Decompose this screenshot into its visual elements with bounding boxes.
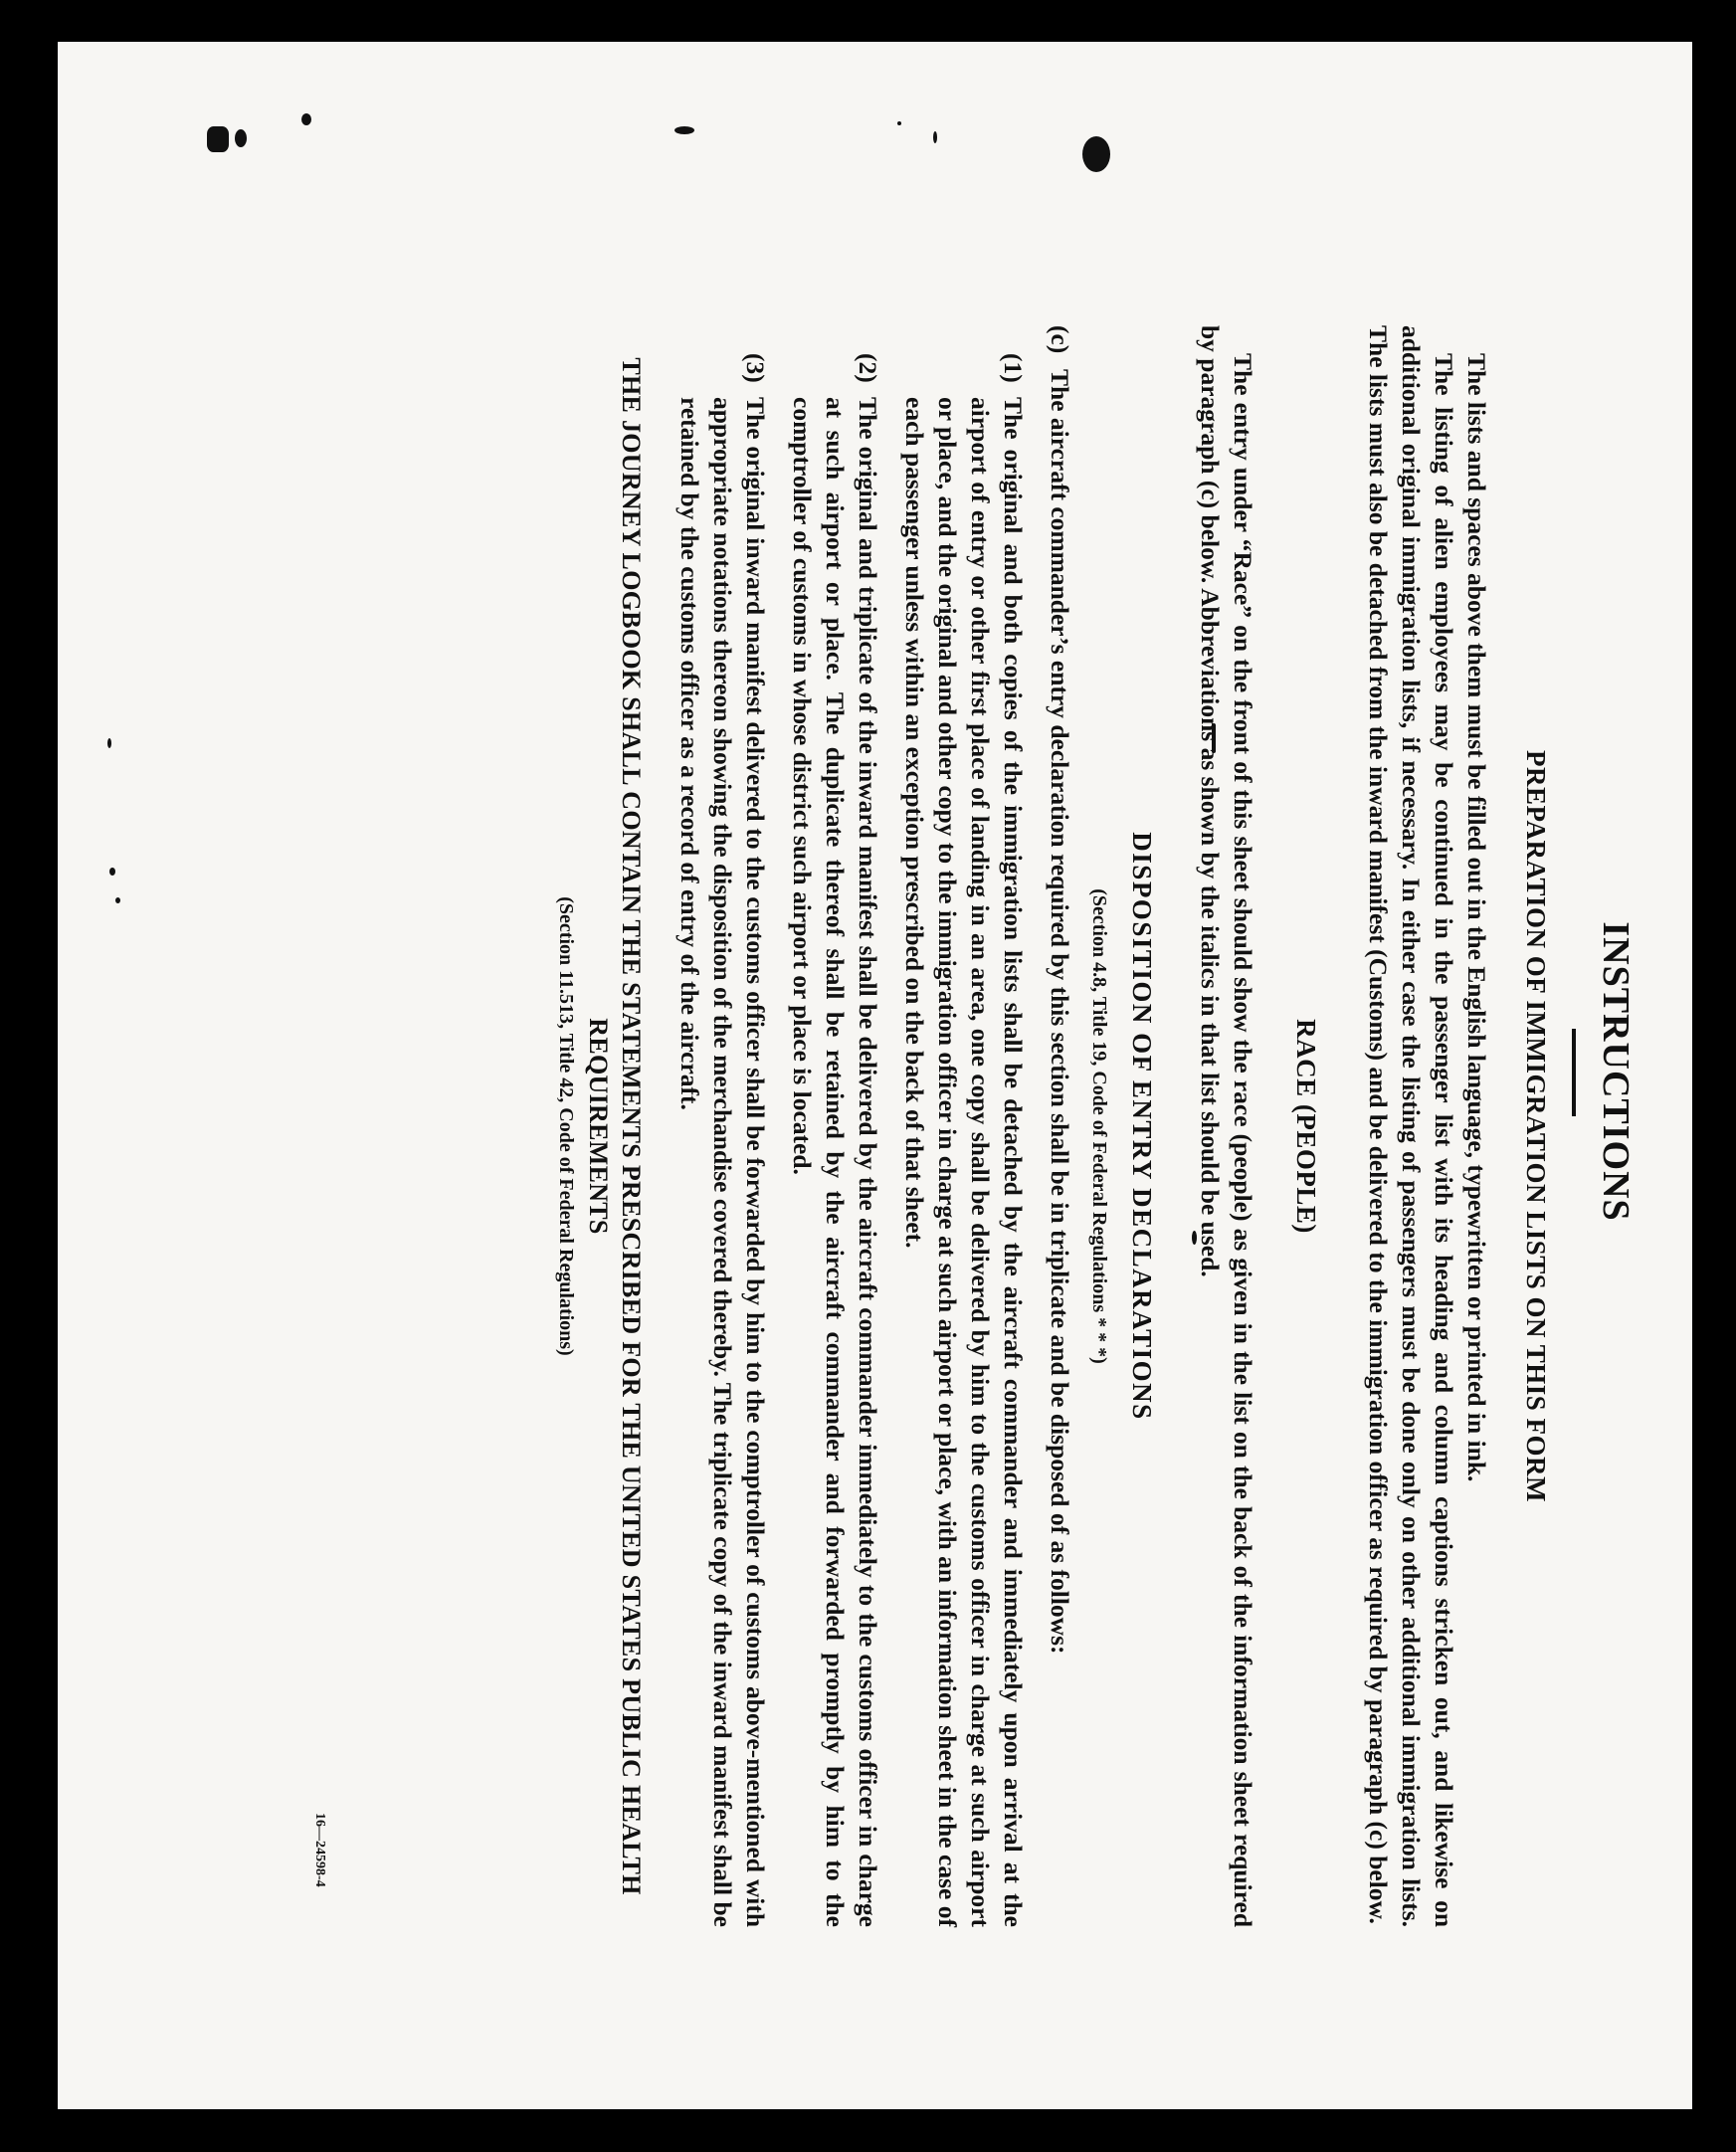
preparation-paragraph-1: The lists and spaces above them must be filled out in the English language, typewritten or printed in ink. bbox=[1462, 353, 1491, 1482]
rotated-page-content bbox=[58, 42, 1692, 2109]
preparation-heading: PREPARATION OF IMMIGRATION LISTS ON THIS FORM bbox=[1521, 749, 1551, 1503]
disposition-intro-text: The aircraft commander’s entry declaration required by this section shall be in triplicate and be disposed of as follows: bbox=[1046, 369, 1074, 1655]
health-requirements-citation: (Section 11.513, Title 42, Code of Federal Regulations) bbox=[555, 896, 577, 1356]
disposition-item bbox=[786, 353, 884, 1927]
race-paragraph: The entry under “Race” on the front of this sheet should show the race (people) as given in the list on the back of the information sheet required by paragraph (c) below. Abbreviations as shown by the italics in that list should be used. bbox=[1196, 325, 1257, 1927]
disposition-item-text: The original and both copies of the immigration lists shall be detached by the aircraft commander and immediately upon arrival at the airport of entry or other first place of landing in an area, one copy shall be delivered by him to the customs officer in charge at such airport or place, and the original and other copy to the immigration officer in charge at such airport or place, with an information sheet in the case of each passenger unless within an exception prescribed on the back of that sheet. bbox=[900, 397, 1028, 1927]
form-number: 16—24598-4 bbox=[312, 1813, 327, 1887]
title-underline bbox=[1572, 1029, 1576, 1116]
disposition-heading: DISPOSITION OF ENTRY DECLARATIONS bbox=[1127, 832, 1157, 1421]
disposition-intro-label: (c) bbox=[1046, 325, 1074, 354]
disposition-intro bbox=[1044, 325, 1076, 1927]
disposition-items bbox=[674, 325, 1030, 1927]
disposition-item-label: (2) bbox=[854, 353, 882, 383]
paper-sheet bbox=[58, 42, 1692, 2109]
preparation-paragraph-2: The listing of alien employees may be continued in the passenger list with its heading and column captions stricken out, and likewise on additional original immigration lists, if necessary. In either case the listing of passengers must be done only on other additional immigration lists. The lists must also be detached from the inward manifest (Customs) and be delivered to the immigration officer as required by paragraph (c) below. bbox=[1364, 325, 1458, 1927]
disposition-item-label: (3) bbox=[741, 353, 770, 383]
disposition-item-label: (1) bbox=[999, 353, 1028, 383]
disposition-item-text: The original inward manifest delivered to the customs officer shall be forwarded by him to the comptroller of customs above-mentioned with appropriate notations thereon showing the disposition of the merchandise covered thereby. The triplicate copy of the inward manifest shall be retained by the customs officer as a record of entry of the aircraft. bbox=[675, 397, 770, 1927]
disposition-item bbox=[674, 353, 772, 1927]
disposition-item bbox=[898, 353, 1030, 1927]
disposition-citation: (Section 4.8, Title 19, Code of Federal Regulations * * *) bbox=[1088, 888, 1110, 1364]
instructions-document bbox=[549, 325, 1638, 1927]
race-heading: RACE (PEOPLE) bbox=[1291, 1019, 1321, 1234]
disposition-item-text: The original and triplicate of the inward manifest shall be delivered by the aircraft commander immediately to the customs officer in charge at such airport or place. The duplicate thereof shall be retained by the aircraft commander and forwarded promptly by him to the comptroller of customs in whose district such airport or place is located. bbox=[788, 397, 882, 1927]
health-requirements-heading: THE JOURNEY LOGBOOK SHALL CONTAIN THE STATEMENTS PRESCRIBED FOR THE UNITED STATES PUBLIC HEALTH REQUIREMENTS bbox=[584, 357, 646, 1895]
document-title: INSTRUCTIONS bbox=[1595, 921, 1637, 1222]
